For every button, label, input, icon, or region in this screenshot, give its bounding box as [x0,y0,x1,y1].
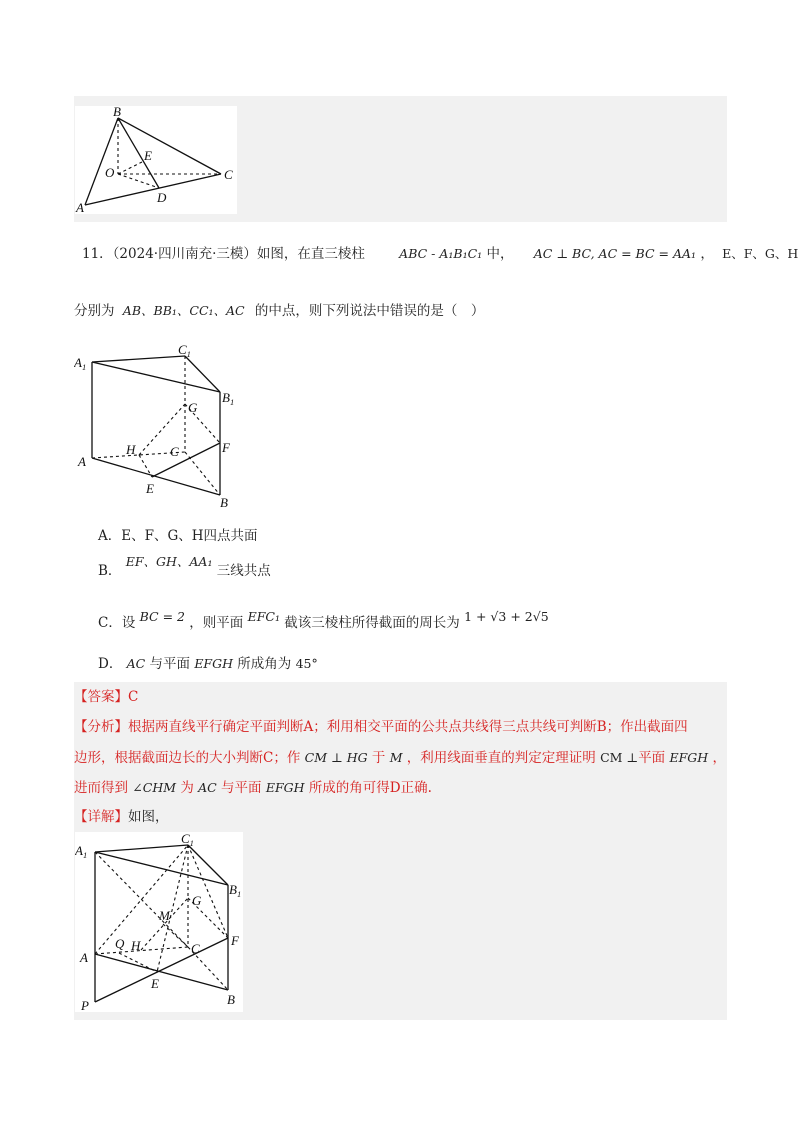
analysis-line1: 根据两直线平行确定平面判断A；利用相交平面的公共点共线得三点共线可判断B；作出截面四 [128,719,688,735]
svg-text:C1 [178,342,191,359]
label-E: E [144,148,152,163]
option-b-math: EF、GH、AA₁ [125,554,213,569]
analysis-line-1 [74,718,688,736]
label-F: F [231,933,239,948]
option-c-prefix: C．设 [98,615,136,631]
label-A1-sub: 1 [82,850,88,860]
option-c-math1: BC = 2 [139,609,185,624]
answer-line [74,688,138,706]
label-A: A [78,454,86,469]
label-B1-sub: 1 [236,889,242,899]
label-E: E [146,481,154,496]
answer-value: C [128,689,139,705]
problem-line-1 [82,245,798,263]
option-d-math2: EFGH [194,656,233,671]
figure-prism-solution [75,832,243,1012]
label-A1-sub: 1 [81,362,87,372]
label-P: P [81,998,89,1012]
option-d-prefix: D． [98,656,123,672]
label-B1: B [229,882,237,897]
analysis-line2-m2: M [389,750,403,765]
label-A1: A [74,355,82,370]
analysis-line3-a: 进而得到 [74,780,128,796]
svg-text:A1 [75,843,87,860]
analysis-line2-d: 平面 [638,750,666,766]
label-B: B [220,495,228,510]
svg-text:A1 [74,355,86,372]
analysis-line3-d: 所成的角可得D正确. [308,780,432,796]
analysis-line2-m3: CM ⊥ [600,750,639,765]
label-C1: C [178,342,187,357]
svg-text:C1 [181,832,194,848]
label-G: G [192,893,202,908]
option-c-mid: ，则平面 [189,615,244,631]
label-C1-sub: 1 [186,349,191,359]
label-C1-sub: 1 [189,838,194,848]
problem-line2-suffix: 的中点，则下列说法中错误的是（ ） [254,303,485,319]
option-d [98,655,318,673]
label-A: A [80,950,88,965]
label-B: B [227,992,235,1007]
label-H: H [126,442,136,457]
option-b-suffix: 三线共点 [216,563,271,579]
analysis-line-2 [74,749,726,767]
label-G: G [188,400,198,415]
problem-line2-prefix: 分别为 [74,303,115,319]
option-b-prefix: B． [98,563,122,579]
label-C: C [191,941,200,956]
prism-name: ABC - A₁B₁C₁ [399,246,483,261]
svg-text:B1 [229,882,241,899]
option-c-mid2: 截该三棱柱所得截面的周长为 [284,615,460,631]
label-C1: C [181,832,190,846]
label-E: E [151,976,159,991]
analysis-line2-a: 边形，根据截面边长的大小判断C；作 [74,750,301,766]
option-c [98,609,549,632]
option-c-math3: 1 + √3 + 2√5 [464,609,549,624]
problem-condition: AC ⊥ BC, AC = BC = AA₁ [533,246,697,261]
label-C: C [170,444,179,459]
analysis-line2-b: 于 [371,750,386,766]
detail-line [74,808,169,826]
label-A: A [76,200,84,214]
analysis-line2-m4: EFGH [669,750,709,765]
problem-mid: 中， [486,246,514,262]
option-d-math3: 45° [295,656,318,671]
analysis-line2-c: ，利用线面垂直的判定定理证明 [406,750,596,766]
label-M: M [159,908,170,923]
answer-label: 【答案】 [74,689,128,705]
problem-line-2 [74,302,484,320]
label-B1-sub: 1 [229,397,235,407]
label-B: B [113,106,121,119]
svg-text:B1 [222,390,234,407]
analysis-line3-m2: AC [198,780,217,795]
analysis-label: 【分析】 [74,719,128,735]
analysis-line2-m1: CM ⊥ HG [304,750,368,765]
analysis-line3-c: 与平面 [221,780,262,796]
analysis-line3-b: 为 [180,780,194,796]
analysis-line3-m1: ∠CHM [132,780,177,795]
label-H: H [131,938,141,953]
option-d-mid2: 所成角为 [237,656,292,672]
label-A1: A [75,843,83,858]
label-F: F [222,440,230,455]
figure-tetrahedron [75,106,237,214]
option-d-math1: AC [126,656,146,671]
detail-label: 【详解】 [74,809,128,825]
option-d-mid: 与平面 [149,656,191,672]
analysis-line3-m3: EFGH [265,780,305,795]
label-D: D [157,190,167,205]
analysis-line-3 [74,779,432,797]
problem-intro: 11．（2024·四川南充·三模）如图，在直三棱柱 [82,246,365,262]
figure-prism [74,340,244,510]
label-Q: Q [115,936,125,951]
analysis-line2-e: ， [712,750,726,766]
option-b [98,554,271,580]
option-c-math2: EFC₁ [247,609,280,624]
problem-comma: ， [700,246,714,262]
option-a: A．E、F、G、H四点共面 [98,528,258,544]
problem-segments: AB、BB₁、CC₁、AC [122,303,245,318]
problem-points: E、F、G、H [722,246,799,261]
detail-text: 如图， [128,809,169,825]
label-O: O [105,165,115,180]
label-B1: B [222,390,230,405]
label-C: C [224,167,233,182]
